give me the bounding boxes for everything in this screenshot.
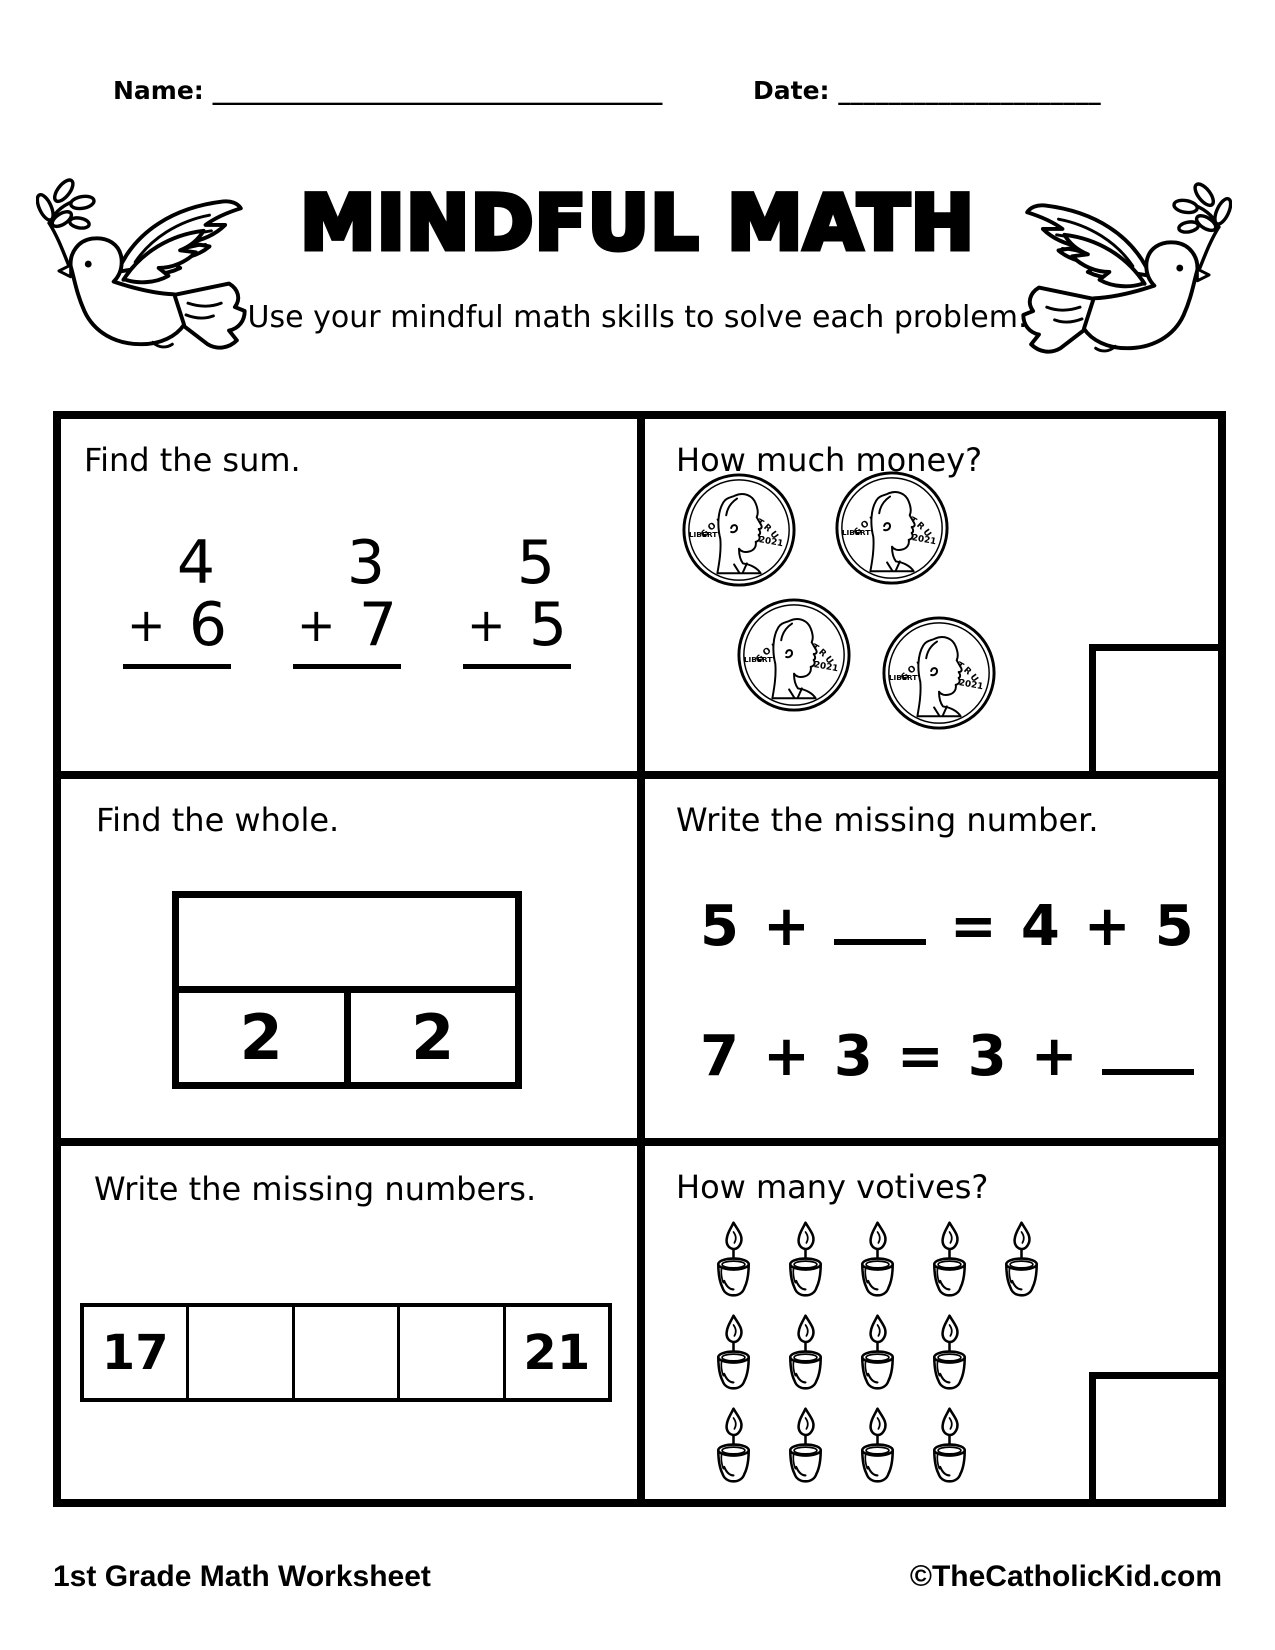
equation-token: + (762, 1024, 810, 1090)
strip-cell-blank[interactable] (189, 1307, 294, 1398)
equation-token: + (762, 894, 810, 960)
plus-sign: + (297, 597, 336, 652)
part-part-whole-diagram (172, 891, 522, 1089)
addend-bottom: 5 (528, 589, 567, 660)
equation-token: 7 (700, 1024, 739, 1090)
money-heading: How much money? (676, 441, 983, 479)
section-votives (645, 1146, 1218, 1499)
addition-problem (293, 528, 401, 668)
date-input-line[interactable]: _____________________ (838, 76, 1101, 105)
votive-candle-icon (853, 1313, 902, 1391)
footer-worksheet-label: 1st Grade Math Worksheet (53, 1560, 431, 1593)
money-answer-box[interactable] (1089, 644, 1218, 771)
equation-token: + (1030, 1024, 1078, 1090)
penny-coin (880, 614, 998, 732)
addend-top: 4 (176, 528, 215, 599)
date-row (753, 76, 1101, 105)
equation-token: = (949, 894, 997, 960)
strip-cell-blank[interactable] (400, 1307, 505, 1398)
equation-answer-blank[interactable] (1102, 1019, 1194, 1075)
worksheet-subtitle: Use your mindful math skills to solve each problem. (247, 300, 1028, 335)
penny-coin (680, 471, 798, 589)
strip-cell-filled: 21 (523, 1324, 591, 1381)
part-box-right: 2 (411, 1000, 455, 1074)
section-missing-number (645, 779, 1218, 1146)
missing-numbers-heading: Write the missing numbers. (94, 1170, 537, 1208)
section-find-sum (61, 419, 645, 779)
footer-copyright: ©TheCatholicKid.com (909, 1560, 1222, 1593)
equation-token: 3 (833, 1024, 873, 1090)
equation-line (700, 889, 1218, 959)
votive-candle-icon (709, 1406, 758, 1484)
equation-token: 5 (700, 894, 739, 960)
find-sum-heading: Find the sum. (84, 441, 301, 479)
addend-top: 3 (346, 528, 385, 599)
penny-coin (735, 596, 853, 714)
equation-token: 4 (1020, 894, 1060, 960)
votive-candle-icon (781, 1220, 830, 1298)
votives-heading: How many votives? (676, 1168, 989, 1206)
votive-candle-icon (853, 1220, 902, 1298)
part-boxes (179, 986, 515, 1082)
votive-candle-icon (781, 1313, 830, 1391)
equation-token: 5 (1154, 894, 1194, 960)
number-strip (80, 1303, 612, 1402)
date-label: Date: (753, 76, 830, 105)
name-label: Name: (113, 76, 204, 105)
name-row (113, 76, 663, 105)
section-money (645, 419, 1218, 779)
votive-candle-icon (709, 1220, 758, 1298)
addition-problem (123, 528, 231, 668)
votive-candle-icon (997, 1220, 1046, 1298)
plus-sign: + (467, 597, 506, 652)
votive-candle-icon (781, 1406, 830, 1484)
votive-candle-icon (709, 1313, 758, 1391)
worksheet-title: MINDFUL MATH (299, 178, 976, 267)
addend-top: 5 (516, 528, 555, 599)
votive-candle-icon (925, 1406, 974, 1484)
addition-problem (463, 528, 571, 668)
footer (53, 1560, 1222, 1594)
problems-grid (53, 411, 1226, 1507)
votive-candle-icon (853, 1406, 902, 1484)
strip-cell-filled: 17 (84, 1307, 189, 1398)
penny-coin (833, 469, 951, 587)
section-find-whole (61, 779, 645, 1146)
votive-row (709, 1220, 1218, 1298)
part-box-left: 2 (179, 993, 351, 1082)
votive-candle-icon (925, 1313, 974, 1391)
find-whole-heading: Find the whole. (96, 801, 340, 839)
plus-sign: + (127, 597, 166, 652)
sum-problems (123, 528, 637, 668)
equation-line (700, 1019, 1218, 1089)
strip-cell-blank[interactable] (295, 1307, 400, 1398)
equation-answer-blank[interactable] (834, 889, 926, 945)
votive-candle-icon (925, 1220, 974, 1298)
addend-bottom: 6 (188, 589, 227, 660)
votives-answer-box[interactable] (1089, 1372, 1218, 1499)
whole-box[interactable] (179, 898, 515, 986)
section-missing-numbers (61, 1146, 645, 1499)
equations (700, 889, 1218, 1089)
equation-token: 3 (967, 1024, 1007, 1090)
missing-number-heading: Write the missing number. (676, 801, 1099, 839)
addend-bottom: 7 (358, 589, 397, 660)
equation-token: + (1083, 894, 1131, 960)
name-input-line[interactable]: ____________________________________ (212, 76, 663, 105)
equation-token: = (896, 1024, 944, 1090)
